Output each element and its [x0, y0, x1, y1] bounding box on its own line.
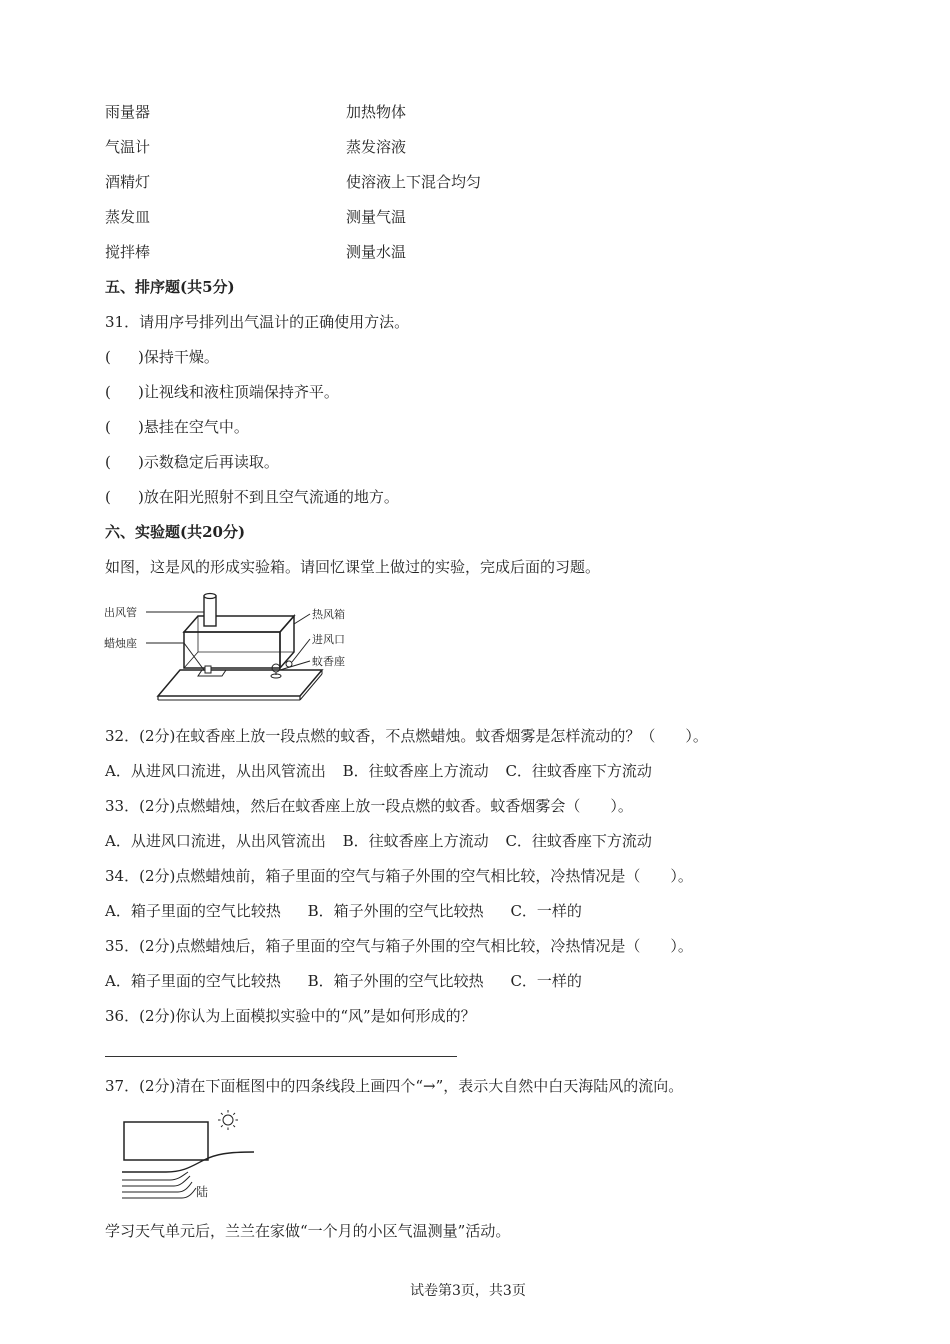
- sort-item: ( )放在阳光照射不到且空气流通的地方。: [105, 488, 399, 506]
- label-outlet-pipe: 出风管: [104, 606, 137, 619]
- match-right-1: 加热物体: [346, 103, 407, 121]
- match-right-2: 蒸发溶液: [346, 138, 407, 156]
- match-left-4: 蒸发皿: [105, 208, 151, 226]
- match-left-1: 雨量器: [105, 103, 151, 121]
- option-b[interactable]: B．往蚊香座上方流动: [342, 762, 489, 780]
- q33-text: 33．(2分)点燃蜡烛，然后在蚊香座上放一段点燃的蚊香。蚊香烟雾会（ ）。: [105, 797, 633, 815]
- page-footer: 试卷第3页，共3页: [410, 1283, 526, 1299]
- q33-options: [105, 831, 652, 851]
- label-inlet: 进风口: [312, 633, 345, 646]
- q34-text: 34．(2分)点燃蜡烛前，箱子里面的空气与箱子外围的空气相比较，冷热情况是（ ）。: [105, 867, 693, 885]
- match-right-5: 测量水温: [346, 243, 407, 261]
- answer-frame[interactable]: [124, 1122, 208, 1160]
- answer-blank[interactable]: (: [105, 453, 111, 471]
- q35-text: 35．(2分)点燃蜡烛后，箱子里面的空气与箱子外围的空气相比较，冷热情况是（ ）。: [105, 937, 693, 955]
- option-a[interactable]: A．从进风口流进，从出风管流出: [105, 832, 326, 850]
- match-right-4: 测量气温: [346, 208, 407, 226]
- q36-text: 36．(2分)你认为上面模拟实验中的“风”是如何形成的？: [105, 1007, 476, 1025]
- q32-text: 32．(2分)在蚊香座上放一段点燃的蚊香，不点燃蜡烛。蚊香烟雾是怎样流动的？（ ）。: [105, 727, 708, 745]
- option-c[interactable]: C．一样的: [510, 972, 582, 990]
- section5-heading: 五、排序题(共5分): [105, 278, 235, 296]
- answer-blank[interactable]: (: [105, 418, 111, 436]
- option-c[interactable]: C．一样的: [510, 902, 582, 920]
- sort-item: ( )保持干燥。: [105, 348, 219, 366]
- option-c[interactable]: C．往蚊香座下方流动: [505, 762, 652, 780]
- label-hot-box: 热风箱: [312, 608, 345, 621]
- experiment-intro: 如图，这是风的形成实验箱。请回忆课堂上做过的实验，完成后面的习题。: [105, 558, 601, 576]
- section6-heading: 六、实验题(共20分): [105, 523, 246, 541]
- q36-answer-line[interactable]: [105, 1056, 457, 1057]
- closing-text: 学习天气单元后，兰兰在家做“一个月的小区气温测量”活动。: [105, 1222, 511, 1240]
- wind-box-figure: [100, 588, 370, 708]
- q37-text: 37．(2分)清在下面框图中的四条线段上画四个“→”，表示大自然中白天海陆风的流向。: [105, 1077, 684, 1095]
- match-left-2: 气温计: [105, 138, 151, 156]
- option-a[interactable]: A．箱子里面的空气比较热: [105, 972, 281, 990]
- q31-text: 31．请用序号排列出气温计的正确使用方法。: [105, 313, 410, 331]
- option-b[interactable]: B．箱子外围的空气比较热: [307, 902, 484, 920]
- match-left-3: 酒精灯: [105, 173, 151, 191]
- answer-blank[interactable]: (: [105, 383, 111, 401]
- option-b[interactable]: B．箱子外围的空气比较热: [307, 972, 484, 990]
- q32-options: [105, 761, 652, 781]
- option-a[interactable]: A．从进风口流进，从出风管流出: [105, 762, 326, 780]
- land-label: 陆: [196, 1185, 209, 1199]
- option-b[interactable]: B．往蚊香座上方流动: [342, 832, 489, 850]
- sea-land-breeze-figure: [118, 1110, 258, 1200]
- answer-blank[interactable]: (: [105, 348, 111, 366]
- label-incense-base: 蚊香座: [312, 655, 345, 668]
- sun-icon: [218, 1110, 238, 1130]
- sort-item: ( )悬挂在空气中。: [105, 418, 249, 436]
- q34-options: [105, 901, 582, 921]
- option-c[interactable]: C．往蚊香座下方流动: [505, 832, 652, 850]
- label-candle-base: 蜡烛座: [104, 637, 137, 650]
- match-right-3: 使溶液上下混合均匀: [346, 173, 482, 191]
- sort-item: ( )示数稳定后再读取。: [105, 453, 279, 471]
- answer-blank[interactable]: (: [105, 488, 111, 506]
- match-left-5: 搅拌棒: [105, 243, 151, 261]
- sort-item: ( )让视线和液柱顶端保持齐平。: [105, 383, 339, 401]
- option-a[interactable]: A．箱子里面的空气比较热: [105, 902, 281, 920]
- q35-options: [105, 971, 582, 991]
